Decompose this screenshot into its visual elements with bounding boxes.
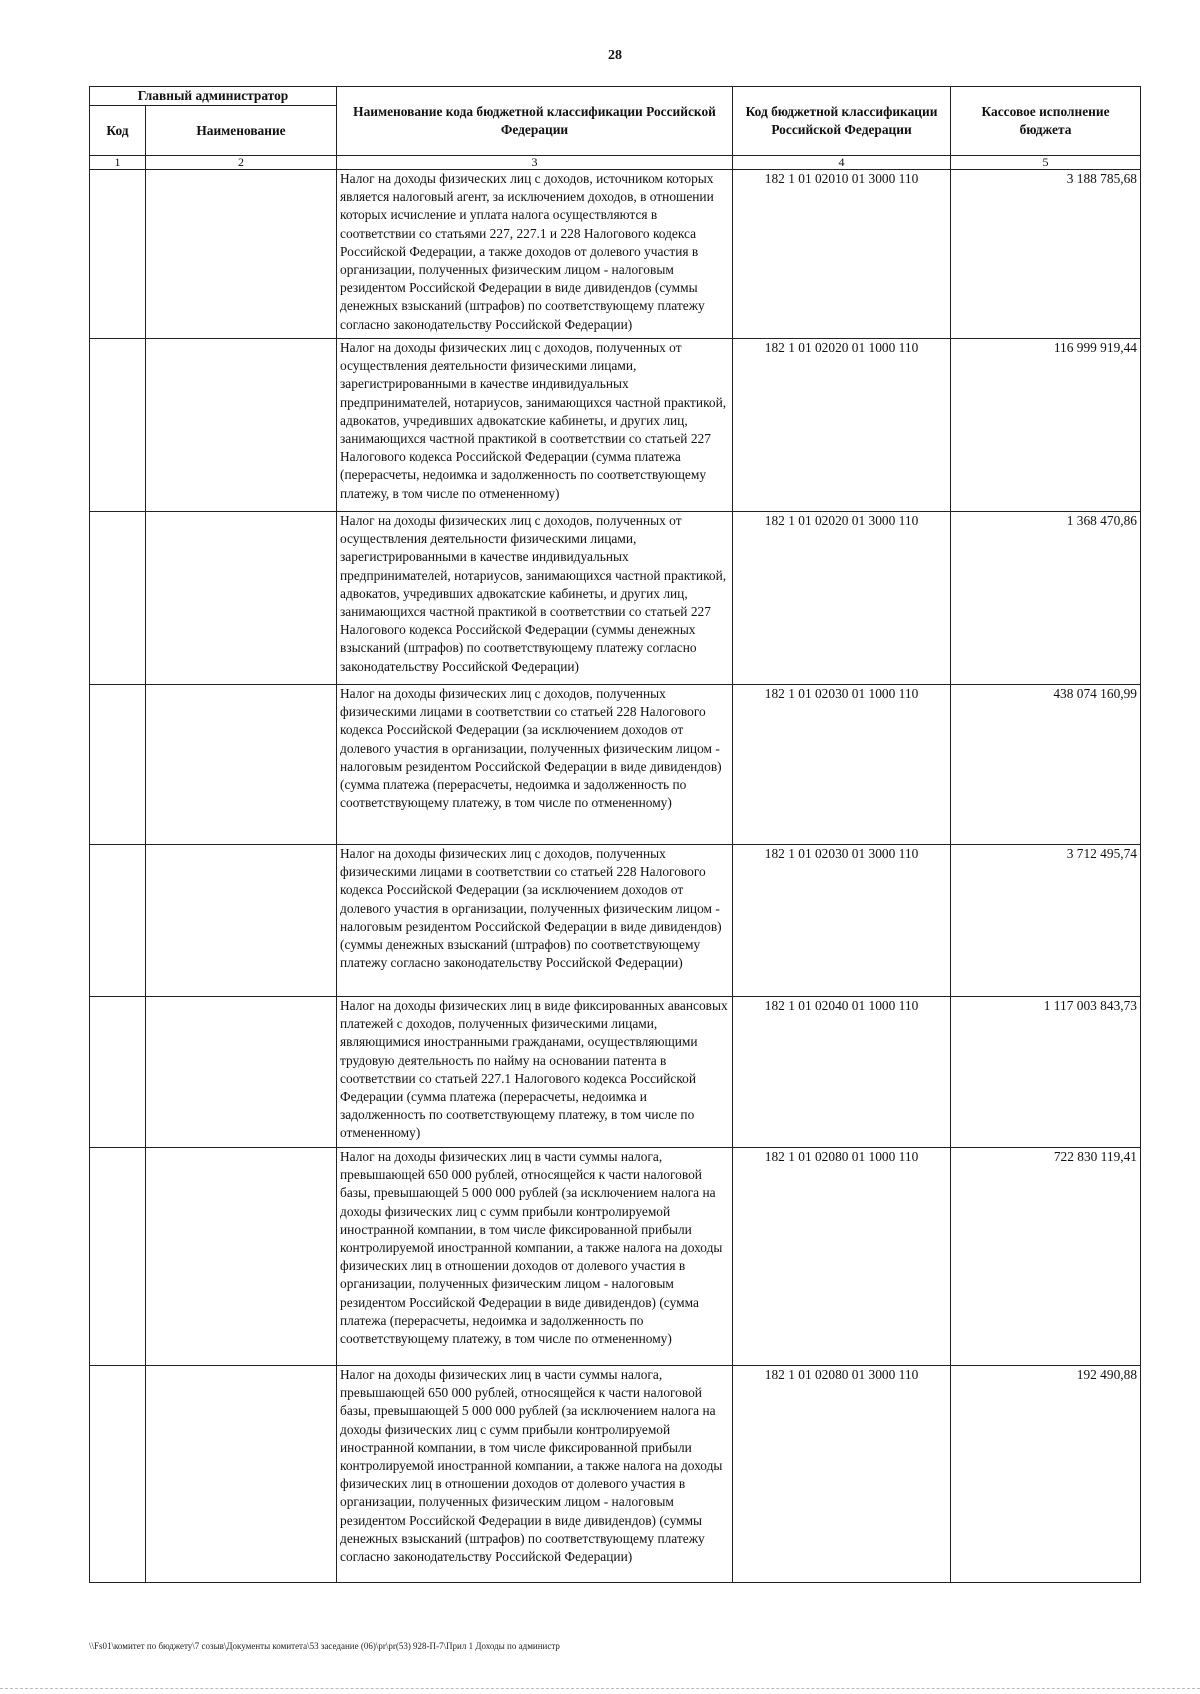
admin-name-cell <box>146 1366 337 1583</box>
amount-cell: 116 999 919,44 <box>951 339 1141 512</box>
admin-code-cell <box>90 339 146 512</box>
kbk-name-cell: Налог на доходы физических лиц в части суммы налога, превышающей 650 000 рублей, относящейся к части налоговой базы, превышающей 5 000 000 рублей (за исключением налога на доходы физических лиц с сумм прибыли контролируемой иностранной компании, в том числе фиксированной прибыли контролируемой иностранной компании, а также налога на доходы физических лиц в отношении доходов от долевого участия в организации, полученных физическим лицом - налоговым резидентом Российской Федерации в виде дивидендов) (сумма платежа (перерасчеты, недоимка и задолженность по соответствующему платежу, в том числе по отмененному) <box>337 1148 733 1366</box>
kbk-name-cell: Налог на доходы физических лиц с доходов, полученных от осуществления деятельности физическими лицами, зарегистрированными в качестве индивидуальных предпринимателей, нотариусов, занимающихся частной практикой, адвокатов, учредивших адвокатские кабинеты, и других лиц, занимающихся частной практикой в соответствии со статьей 227 Налогового кодекса Российской Федерации (суммы денежных взысканий (штрафов) по соответствующему платежу согласно законодательству Российской Федерации) <box>337 512 733 685</box>
admin-code-cell <box>90 997 146 1148</box>
admin-code-cell <box>90 685 146 845</box>
header-code: Код <box>90 106 146 156</box>
kbk-code-cell: 182 1 01 02080 01 3000 110 <box>733 1366 951 1583</box>
admin-name-cell <box>146 512 337 685</box>
amount-cell: 192 490,88 <box>951 1366 1141 1583</box>
amount-cell: 438 074 160,99 <box>951 685 1141 845</box>
column-numbers-row <box>90 156 1141 170</box>
header-kbk-code: Код бюджетной классификации Российской Федерации <box>733 87 951 156</box>
column-number: 5 <box>951 156 1141 170</box>
amount-cell: 722 830 119,41 <box>951 1148 1141 1366</box>
admin-name-cell <box>146 170 337 339</box>
table-row <box>90 685 1141 845</box>
header-cash-execution: Кассовое исполнение бюджета <box>951 87 1141 156</box>
kbk-name-cell: Налог на доходы физических лиц с доходов, полученных физическими лицами в соответствии со статьей 228 Налогового кодекса Российской Федерации (за исключением доходов от долевого участия в организации, полученных физическим лицом - налоговым резидентом Российской Федерации в виде дивидендов) (суммы денежных взысканий (штрафов) по соответствующему платежу согласно законодательству Российской Федерации) <box>337 845 733 997</box>
amount-cell: 3 712 495,74 <box>951 845 1141 997</box>
table-row <box>90 845 1141 997</box>
kbk-code-cell: 182 1 01 02030 01 3000 110 <box>733 845 951 997</box>
admin-code-cell <box>90 512 146 685</box>
budget-table <box>89 86 1141 1583</box>
admin-code-cell <box>90 845 146 997</box>
kbk-code-cell: 182 1 01 02020 01 3000 110 <box>733 512 951 685</box>
table-row <box>90 512 1141 685</box>
admin-code-cell <box>90 1148 146 1366</box>
header-admin-name: Наименование <box>146 106 337 156</box>
admin-name-cell <box>146 997 337 1148</box>
kbk-name-cell: Налог на доходы физических лиц в части суммы налога, превышающей 650 000 рублей, относящейся к части налоговой базы, превышающей 5 000 000 рублей (за исключением налога на доходы физических лиц с сумм прибыли контролируемой иностранной компании, в том числе фиксированной прибыли контролируемой иностранной компании, а также налога на доходы физических лиц в отношении доходов от долевого участия в организации, полученных физическим лицом - налоговым резидентом Российской Федерации в виде дивидендов) (суммы денежных взысканий (штрафов) по соответствующему платежу согласно законодательству Российской Федерации) <box>337 1366 733 1583</box>
admin-name-cell <box>146 685 337 845</box>
table-row <box>90 997 1141 1148</box>
admin-name-cell <box>146 339 337 512</box>
kbk-name-cell: Налог на доходы физических лиц с доходов, полученных физическими лицами в соответствии со статьей 228 Налогового кодекса Российской Федерации (за исключением доходов от долевого участия в организации, полученных физическим лицом - налоговым резидентом Российской Федерации в виде дивидендов) (сумма платежа (перерасчеты, недоимка и задолженность по соответствующему платежу, в том числе по отмененному) <box>337 685 733 845</box>
kbk-code-cell: 182 1 01 02040 01 1000 110 <box>733 997 951 1148</box>
table-row <box>90 1148 1141 1366</box>
column-number: 2 <box>146 156 337 170</box>
kbk-code-cell: 182 1 01 02080 01 1000 110 <box>733 1148 951 1366</box>
file-path-footer: \\Fs01\комитет по бюджету\7 созыв\Документы комитета\53 заседание (06)\pr\pr(53) 928-П-7\Прил 1 Доходы по администр <box>89 1641 560 1651</box>
kbk-name-cell: Налог на доходы физических лиц в виде фиксированных авансовых платежей с доходов, полученных физическими лицами, являющимися иностранными гражданами, осуществляющими трудовую деятельность по найму на основании патента в соответствии со статьей 227.1 Налогового кодекса Российской Федерации (сумма платежа (перерасчеты, недоимка и задолженность по соответствующему платежу, в том числе по отмененному) <box>337 997 733 1148</box>
scan-edge-divider <box>0 1688 1200 1690</box>
page-number: 28 <box>608 48 622 63</box>
header-main-administrator: Главный администратор <box>90 87 337 106</box>
column-number: 3 <box>337 156 733 170</box>
admin-name-cell <box>146 845 337 997</box>
amount-cell: 1 117 003 843,73 <box>951 997 1141 1148</box>
column-number: 1 <box>90 156 146 170</box>
kbk-name-cell: Налог на доходы физических лиц с доходов, источником которых является налоговый агент, за исключением доходов, в отношении которых исчисление и уплата налога осуществляются в соответствии со статьями 227, 227.1 и 228 Налогового кодекса Российской Федерации, а также доходов от долевого участия в организации, полученных физическим лицом - налоговым резидентом Российской Федерации в виде дивидендов (суммы денежных взысканий (штрафов) по соответствующему платежу согласно законодательству Российской Федерации) <box>337 170 733 339</box>
admin-code-cell <box>90 170 146 339</box>
admin-code-cell <box>90 1366 146 1583</box>
table-row <box>90 339 1141 512</box>
table-row <box>90 1366 1141 1583</box>
amount-cell: 1 368 470,86 <box>951 512 1141 685</box>
kbk-code-cell: 182 1 01 02010 01 3000 110 <box>733 170 951 339</box>
admin-name-cell <box>146 1148 337 1366</box>
column-number: 4 <box>733 156 951 170</box>
amount-cell: 3 188 785,68 <box>951 170 1141 339</box>
kbk-name-cell: Налог на доходы физических лиц с доходов, полученных от осуществления деятельности физическими лицами, зарегистрированными в качестве индивидуальных предпринимателей, нотариусов, занимающихся частной практикой, адвокатов, учредивших адвокатские кабинеты, и других лиц, занимающихся частной практикой в соответствии со статьей 227 Налогового кодекса Российской Федерации (сумма платежа (перерасчеты, недоимка и задолженность по соответствующему платежу, в том числе по отмененному) <box>337 339 733 512</box>
kbk-code-cell: 182 1 01 02030 01 1000 110 <box>733 685 951 845</box>
table-row <box>90 170 1141 339</box>
kbk-code-cell: 182 1 01 02020 01 1000 110 <box>733 339 951 512</box>
header-kbk-name: Наименование кода бюджетной классификации Российской Федерации <box>337 87 733 156</box>
